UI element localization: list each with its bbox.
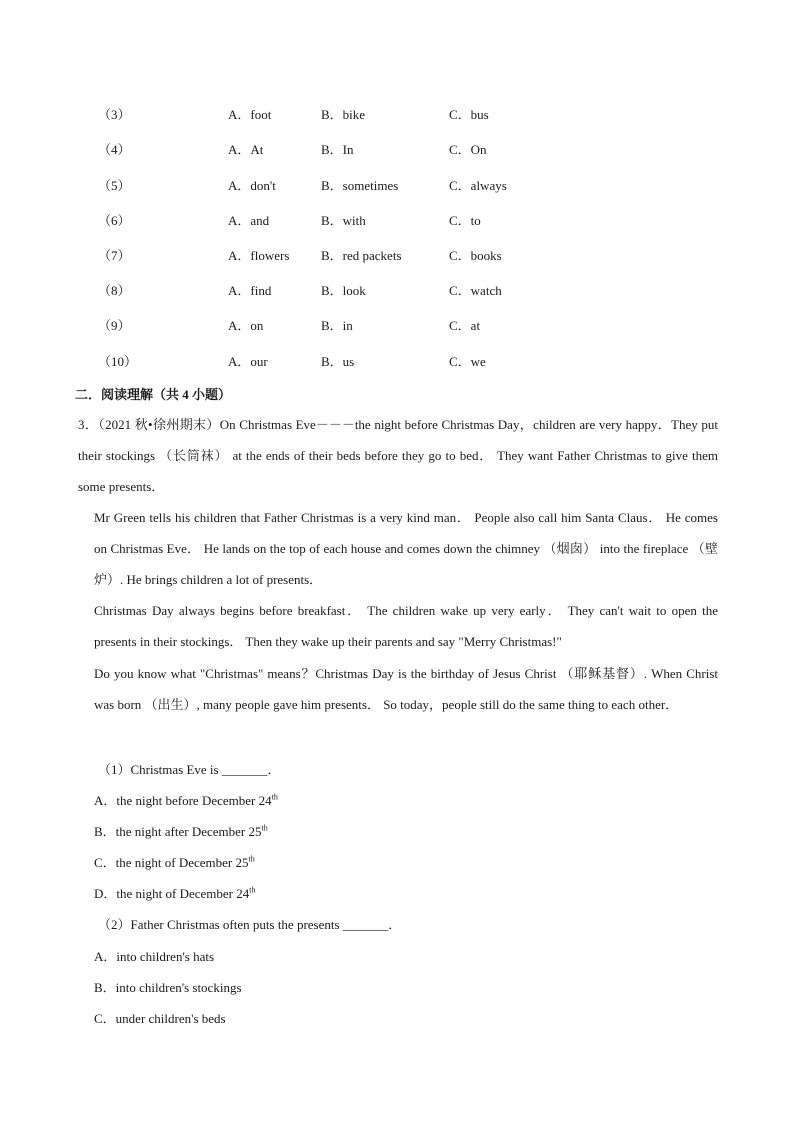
question-number: （4） [98, 142, 131, 157]
option-a: A．our [228, 354, 268, 369]
question-number: （10） [98, 354, 138, 369]
question-number: （5） [98, 178, 131, 193]
option-c: C．watch [449, 283, 502, 298]
passage-paragraph-2: Mr Green tells his children that Father Christmas is a very kind man． People also call him Santa Claus． He comes on Christmas Eve． He lands on the top of each house and comes down the chimney （烟囱） into the fireplace （壁炉）. He brings children a lot of presents． [94, 510, 718, 587]
option-c: C．to [449, 213, 481, 228]
option-b: B．bike [321, 107, 366, 122]
option-row-4 [0, 139, 794, 159]
option-b: B．in [321, 318, 353, 333]
option-row-7 [0, 245, 794, 265]
question-stem-1: （1）Christmas Eve is _______． [98, 762, 281, 777]
option-a: A．and [228, 213, 270, 228]
option-b: B．with [321, 213, 366, 228]
option-a: A．At [228, 142, 264, 157]
option-row-6 [0, 210, 794, 230]
choice-1a: A．the night before December 24th [94, 792, 278, 808]
question-number: （3） [98, 107, 131, 122]
choice-2b: B．into children's stockings [94, 980, 242, 995]
option-row-3 [0, 104, 794, 124]
option-c: C．bus [449, 107, 489, 122]
option-b: B．red packets [321, 248, 402, 263]
option-b: B．look [321, 283, 366, 298]
passage-paragraph-1: 3．（2021 秋•徐州期末）On Christmas Eve－－－the night before Christmas Day，children are very happy．They put their stockings （长筒袜） at the ends of their beds before they go to bed． They want Father Christmas to give them some presents． [78, 417, 718, 494]
option-row-9 [0, 315, 794, 335]
choice-2a: A．into children's hats [94, 949, 215, 964]
choice-1b: B．the night after December 25th [94, 823, 268, 839]
question-number: （8） [98, 283, 131, 298]
question-number: （7） [98, 248, 131, 263]
passage-paragraph-4: Do you know what "Christmas" means？Christmas Day is the birthday of Jesus Christ （耶稣基督）. When Christ was born （出生）, many people gave him presents． So today，people still do the same thing to each other． [94, 666, 718, 712]
choice-2c: C．under children's beds [94, 1011, 226, 1026]
option-a: A．on [228, 318, 264, 333]
option-row-10 [0, 351, 794, 371]
section-title: 二．阅读理解（共 4 小题） [75, 387, 232, 402]
option-c: C．always [449, 178, 507, 193]
option-b: B．us [321, 354, 355, 369]
option-c: C．at [449, 318, 481, 333]
option-a: A．flowers [228, 248, 290, 263]
option-a: A．don't [228, 178, 276, 193]
option-c: C．On [449, 142, 487, 157]
question-number: （9） [98, 318, 131, 333]
option-a: A．find [228, 283, 272, 298]
option-row-5 [0, 175, 794, 195]
option-b: B．sometimes [321, 178, 399, 193]
question-number: （6） [98, 213, 131, 228]
option-b: B．In [321, 142, 354, 157]
choice-1d: D．the night of December 24th [94, 885, 256, 901]
question-stem-2: （2）Father Christmas often puts the presents _______． [98, 917, 402, 932]
passage-paragraph-3: Christmas Day always begins before breakfast． The children wake up very early． They can't wait to open the presents in their stockings． Then they wake up their parents and say "Merry Christmas!" [94, 603, 718, 649]
option-a: A．foot [228, 107, 272, 122]
option-c: C．we [449, 354, 486, 369]
option-row-8 [0, 280, 794, 300]
choice-1c: C．the night of December 25th [94, 854, 255, 870]
option-c: C．books [449, 248, 502, 263]
